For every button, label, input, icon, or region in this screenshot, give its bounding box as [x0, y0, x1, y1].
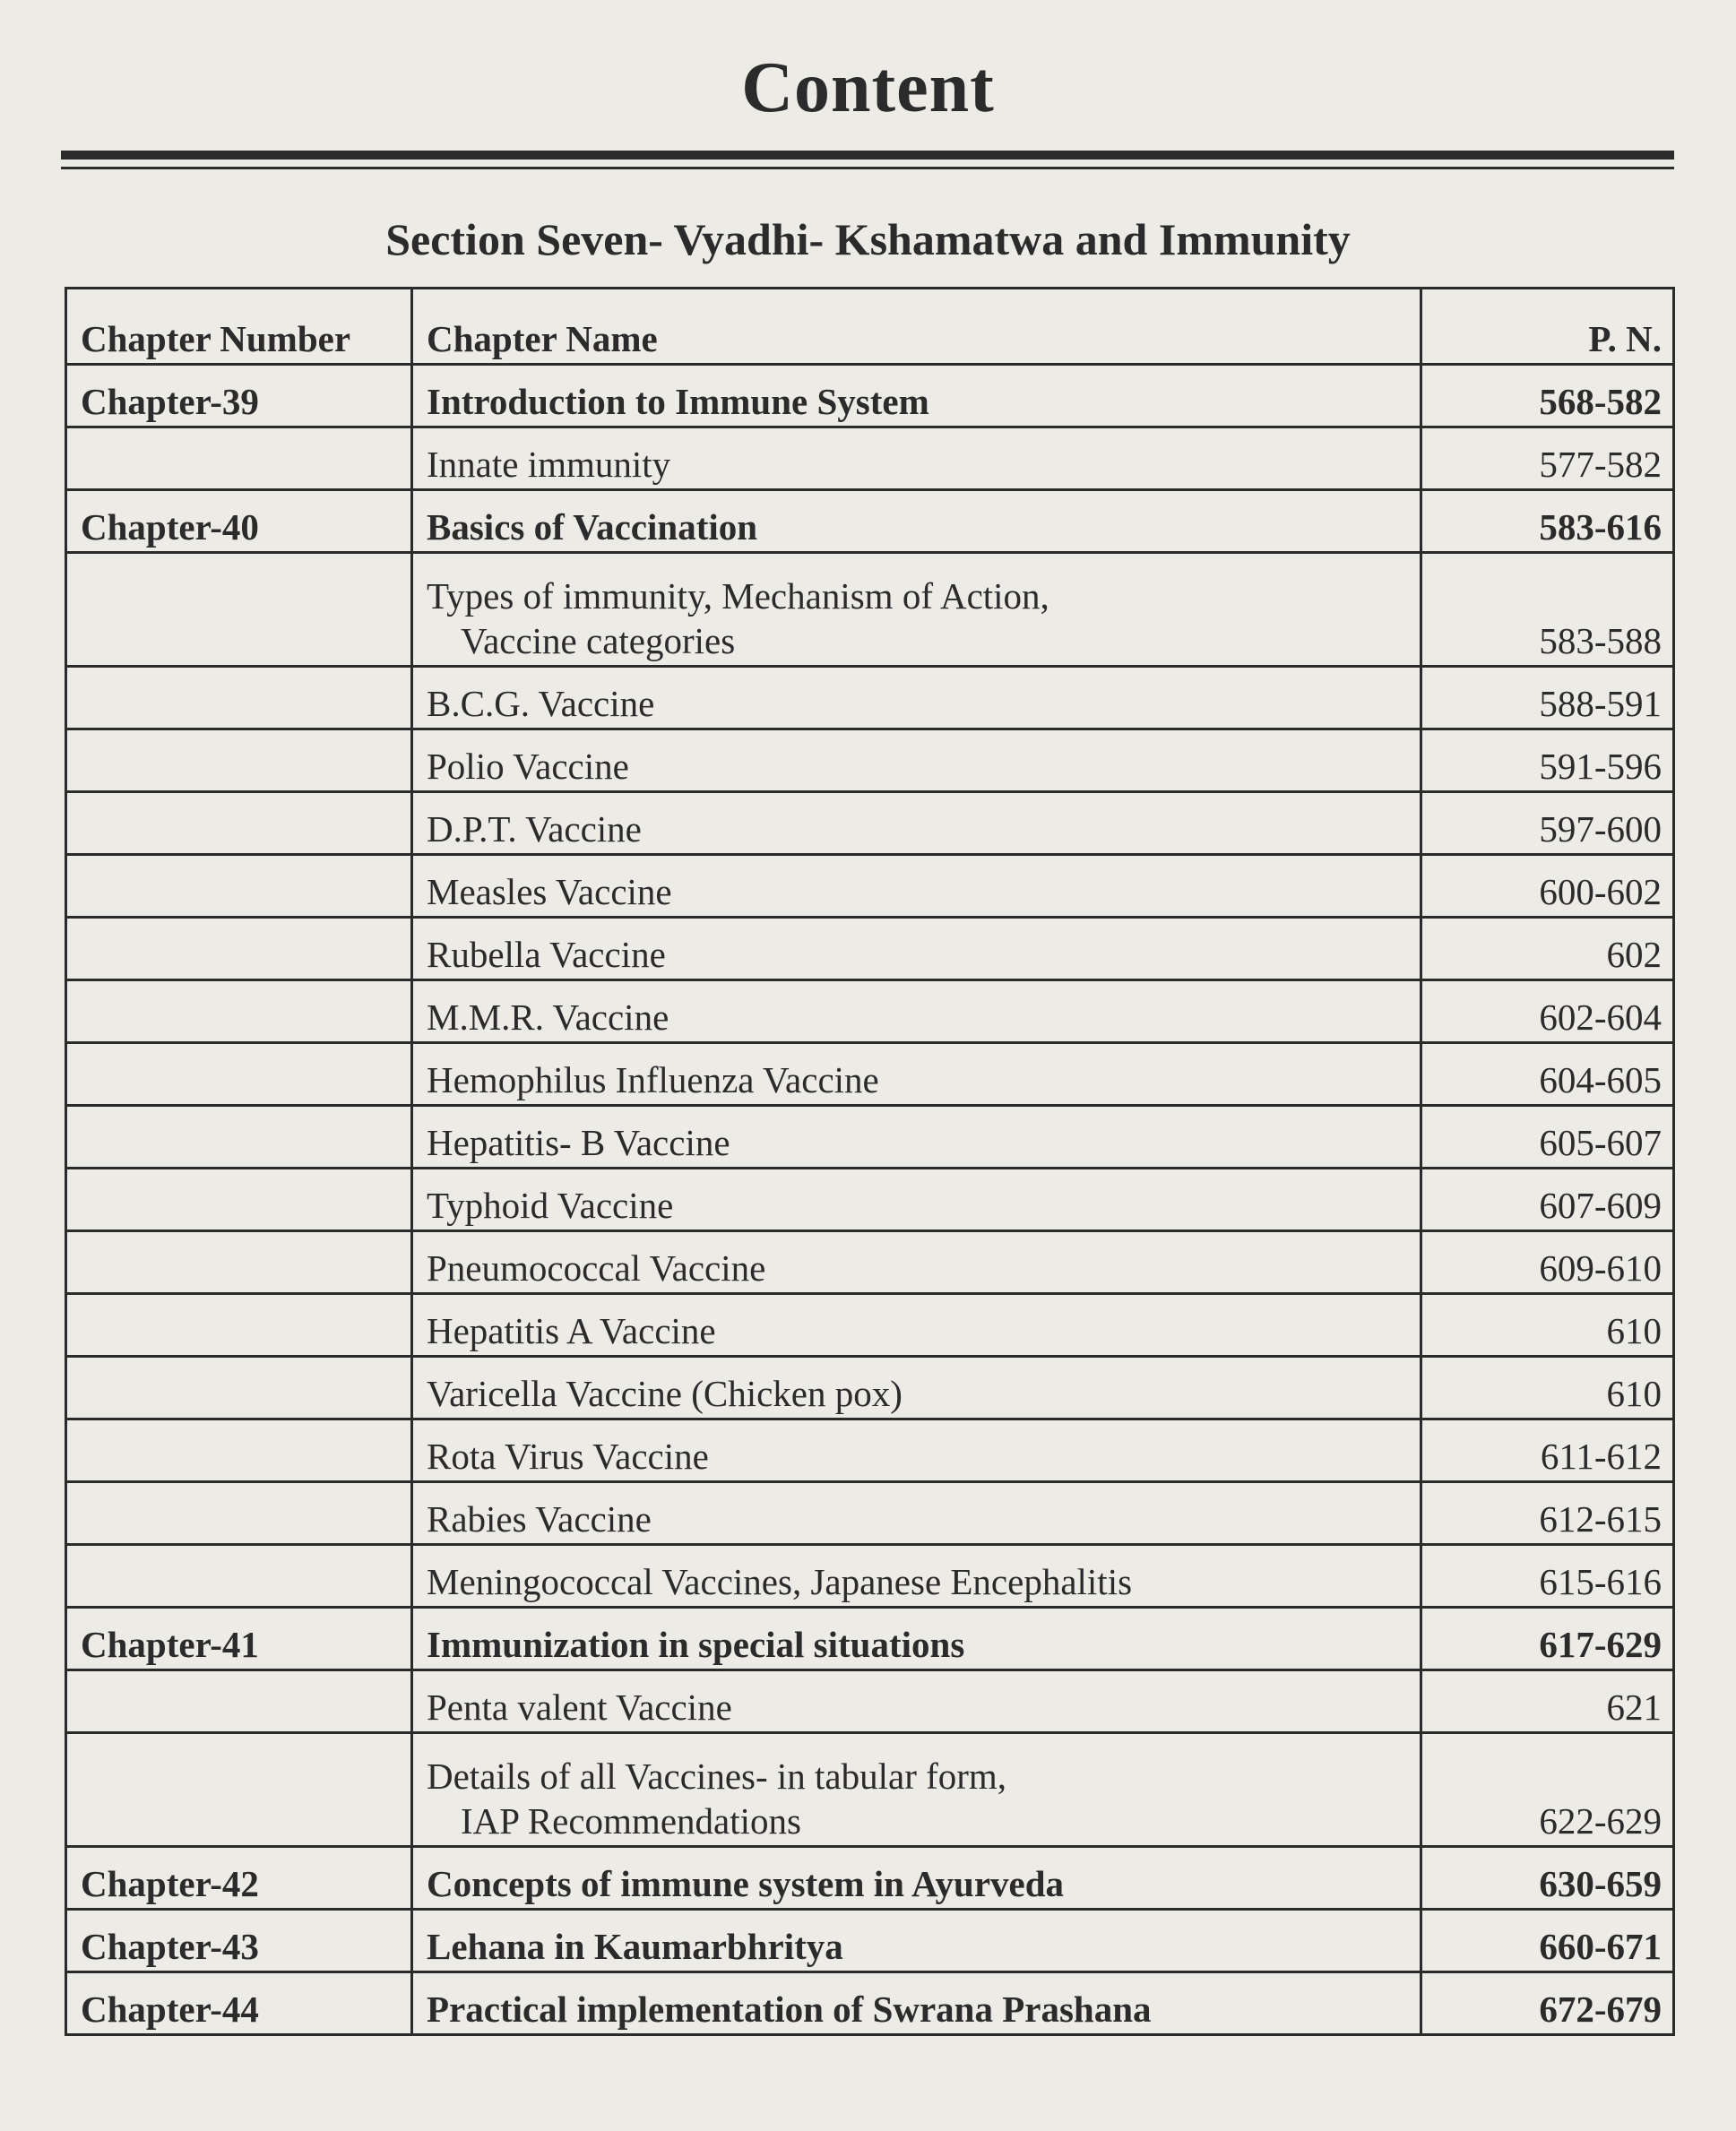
topic-row	[66, 1482, 1674, 1545]
chapter-row	[66, 490, 1674, 553]
chapter-number-cell: Chapter-43	[66, 1910, 412, 1972]
topic-row	[66, 1419, 1674, 1482]
chapter-row	[66, 1910, 1674, 1972]
header-chapter-name: Chapter Name	[412, 289, 1421, 365]
page-numbers-cell: 672-679	[1421, 1972, 1674, 2035]
page-numbers-cell: 609-610	[1421, 1231, 1674, 1294]
chapter-number-cell: Chapter-41	[66, 1608, 412, 1670]
chapter-name-cell: Typhoid Vaccine	[412, 1169, 1421, 1231]
chapter-name-cell: Hepatitis- B Vaccine	[412, 1106, 1421, 1169]
page-numbers-cell: 610	[1421, 1357, 1674, 1419]
page-numbers-cell: 583-616	[1421, 490, 1674, 553]
page-numbers-cell: 588-591	[1421, 667, 1674, 729]
table-header-row	[66, 289, 1674, 365]
page-numbers-cell: 577-582	[1421, 427, 1674, 490]
chapter-name-cell: Rota Virus Vaccine	[412, 1419, 1421, 1482]
chapter-name-cell: Basics of Vaccination	[412, 490, 1421, 553]
chapter-name-cell	[412, 1733, 1421, 1847]
chapter-number-cell	[66, 1733, 412, 1847]
chapter-row	[66, 1847, 1674, 1910]
chapter-number-cell	[66, 1043, 412, 1106]
page-numbers-cell: 602	[1421, 918, 1674, 980]
page-numbers-cell: 604-605	[1421, 1043, 1674, 1106]
chapter-number-cell	[66, 667, 412, 729]
chapter-number-cell	[66, 1545, 412, 1608]
chapter-number-cell	[66, 1106, 412, 1169]
topic-row	[66, 1294, 1674, 1357]
chapter-number-cell: Chapter-44	[66, 1972, 412, 2035]
chapter-name-line-1: Details of all Vaccines- in tabular form,	[427, 1755, 1007, 1797]
page-numbers-cell: 583-588	[1421, 553, 1674, 667]
page-numbers-cell: 600-602	[1421, 855, 1674, 918]
chapter-name-cell: Polio Vaccine	[412, 729, 1421, 792]
header-chapter-number: Chapter Number	[66, 289, 412, 365]
chapter-row	[66, 365, 1674, 427]
chapter-number-cell	[66, 855, 412, 918]
chapter-number-cell	[66, 427, 412, 490]
chapter-name-cell: Practical implementation of Swrana Prashana	[412, 1972, 1421, 2035]
chapter-number-cell: Chapter-42	[66, 1847, 412, 1910]
chapter-number-cell	[66, 918, 412, 980]
chapter-number-cell	[66, 1357, 412, 1419]
chapter-name-cell: B.C.G. Vaccine	[412, 667, 1421, 729]
page-title: Content	[741, 48, 995, 127]
topic-row	[66, 918, 1674, 980]
page-numbers-cell: 622-629	[1421, 1733, 1674, 1847]
header-page-numbers: P. N.	[1421, 289, 1674, 365]
page-numbers-cell: 660-671	[1421, 1910, 1674, 1972]
chapter-number-cell	[66, 792, 412, 855]
chapter-number-cell	[66, 1482, 412, 1545]
chapter-name-cell: Lehana in Kaumarbhritya	[412, 1910, 1421, 1972]
chapter-number-cell	[66, 1231, 412, 1294]
topic-row	[66, 1545, 1674, 1608]
page-numbers-cell: 602-604	[1421, 980, 1674, 1043]
page-numbers-cell: 568-582	[1421, 365, 1674, 427]
chapter-name-line-2: IAP Recommendations	[461, 1799, 801, 1842]
topic-row	[66, 553, 1674, 667]
chapter-name-cell: Measles Vaccine	[412, 855, 1421, 918]
chapter-row	[66, 1972, 1674, 2035]
chapter-name-line-1: Types of immunity, Mechanism of Action,	[427, 574, 1049, 617]
topic-row	[66, 792, 1674, 855]
chapter-name-cell: Pneumococcal Vaccine	[412, 1231, 1421, 1294]
page-numbers-cell: 630-659	[1421, 1847, 1674, 1910]
chapter-name-cell: Concepts of immune system in Ayurveda	[412, 1847, 1421, 1910]
title-rule-thick	[61, 151, 1674, 160]
chapter-name-cell: Immunization in special situations	[412, 1608, 1421, 1670]
page-numbers-cell: 612-615	[1421, 1482, 1674, 1545]
page-numbers-cell: 610	[1421, 1294, 1674, 1357]
topic-row	[66, 1043, 1674, 1106]
topic-row	[66, 1733, 1674, 1847]
topic-row	[66, 855, 1674, 918]
topic-row	[66, 1231, 1674, 1294]
section-title: Section Seven- Vyadhi- Kshamatwa and Immunity	[385, 214, 1351, 264]
chapter-number-cell: Chapter-40	[66, 490, 412, 553]
topic-row	[66, 1106, 1674, 1169]
page-numbers-cell: 615-616	[1421, 1545, 1674, 1608]
contents-table-body	[66, 289, 1674, 2035]
topic-row	[66, 980, 1674, 1043]
page-numbers-cell: 611-612	[1421, 1419, 1674, 1482]
chapter-name-cell: Hemophilus Influenza Vaccine	[412, 1043, 1421, 1106]
chapter-name-cell: Varicella Vaccine (Chicken pox)	[412, 1357, 1421, 1419]
chapter-name-cell: M.M.R. Vaccine	[412, 980, 1421, 1043]
topic-row	[66, 1169, 1674, 1231]
chapter-number-cell	[66, 980, 412, 1043]
title-rule-thin	[61, 167, 1674, 169]
topic-row	[66, 1357, 1674, 1419]
chapter-number-cell	[66, 1169, 412, 1231]
chapter-name-cell: Rabies Vaccine	[412, 1482, 1421, 1545]
page-numbers-cell: 617-629	[1421, 1608, 1674, 1670]
chapter-number-cell	[66, 1419, 412, 1482]
chapter-name-line-2: Vaccine categories	[461, 619, 736, 661]
chapter-name-cell: Innate immunity	[412, 427, 1421, 490]
topic-row	[66, 667, 1674, 729]
chapter-name-cell: Hepatitis A Vaccine	[412, 1294, 1421, 1357]
page-numbers-cell: 605-607	[1421, 1106, 1674, 1169]
chapter-name-cell	[412, 553, 1421, 667]
contents-table	[65, 287, 1675, 2036]
chapter-number-cell: Chapter-39	[66, 365, 412, 427]
chapter-number-cell	[66, 729, 412, 792]
chapter-name-cell: Meningococcal Vaccines, Japanese Encephalitis	[412, 1545, 1421, 1608]
chapter-name-cell: Penta valent Vaccine	[412, 1670, 1421, 1733]
page-numbers-cell: 607-609	[1421, 1169, 1674, 1231]
page-numbers-cell: 621	[1421, 1670, 1674, 1733]
chapter-row	[66, 1608, 1674, 1670]
page-numbers-cell: 591-596	[1421, 729, 1674, 792]
topic-row	[66, 729, 1674, 792]
topic-row	[66, 1670, 1674, 1733]
chapter-name-cell: Introduction to Immune System	[412, 365, 1421, 427]
chapter-number-cell	[66, 1670, 412, 1733]
page-numbers-cell: 597-600	[1421, 792, 1674, 855]
chapter-name-cell: Rubella Vaccine	[412, 918, 1421, 980]
chapter-name-cell: D.P.T. Vaccine	[412, 792, 1421, 855]
chapter-number-cell	[66, 553, 412, 667]
topic-row	[66, 427, 1674, 490]
chapter-number-cell	[66, 1294, 412, 1357]
